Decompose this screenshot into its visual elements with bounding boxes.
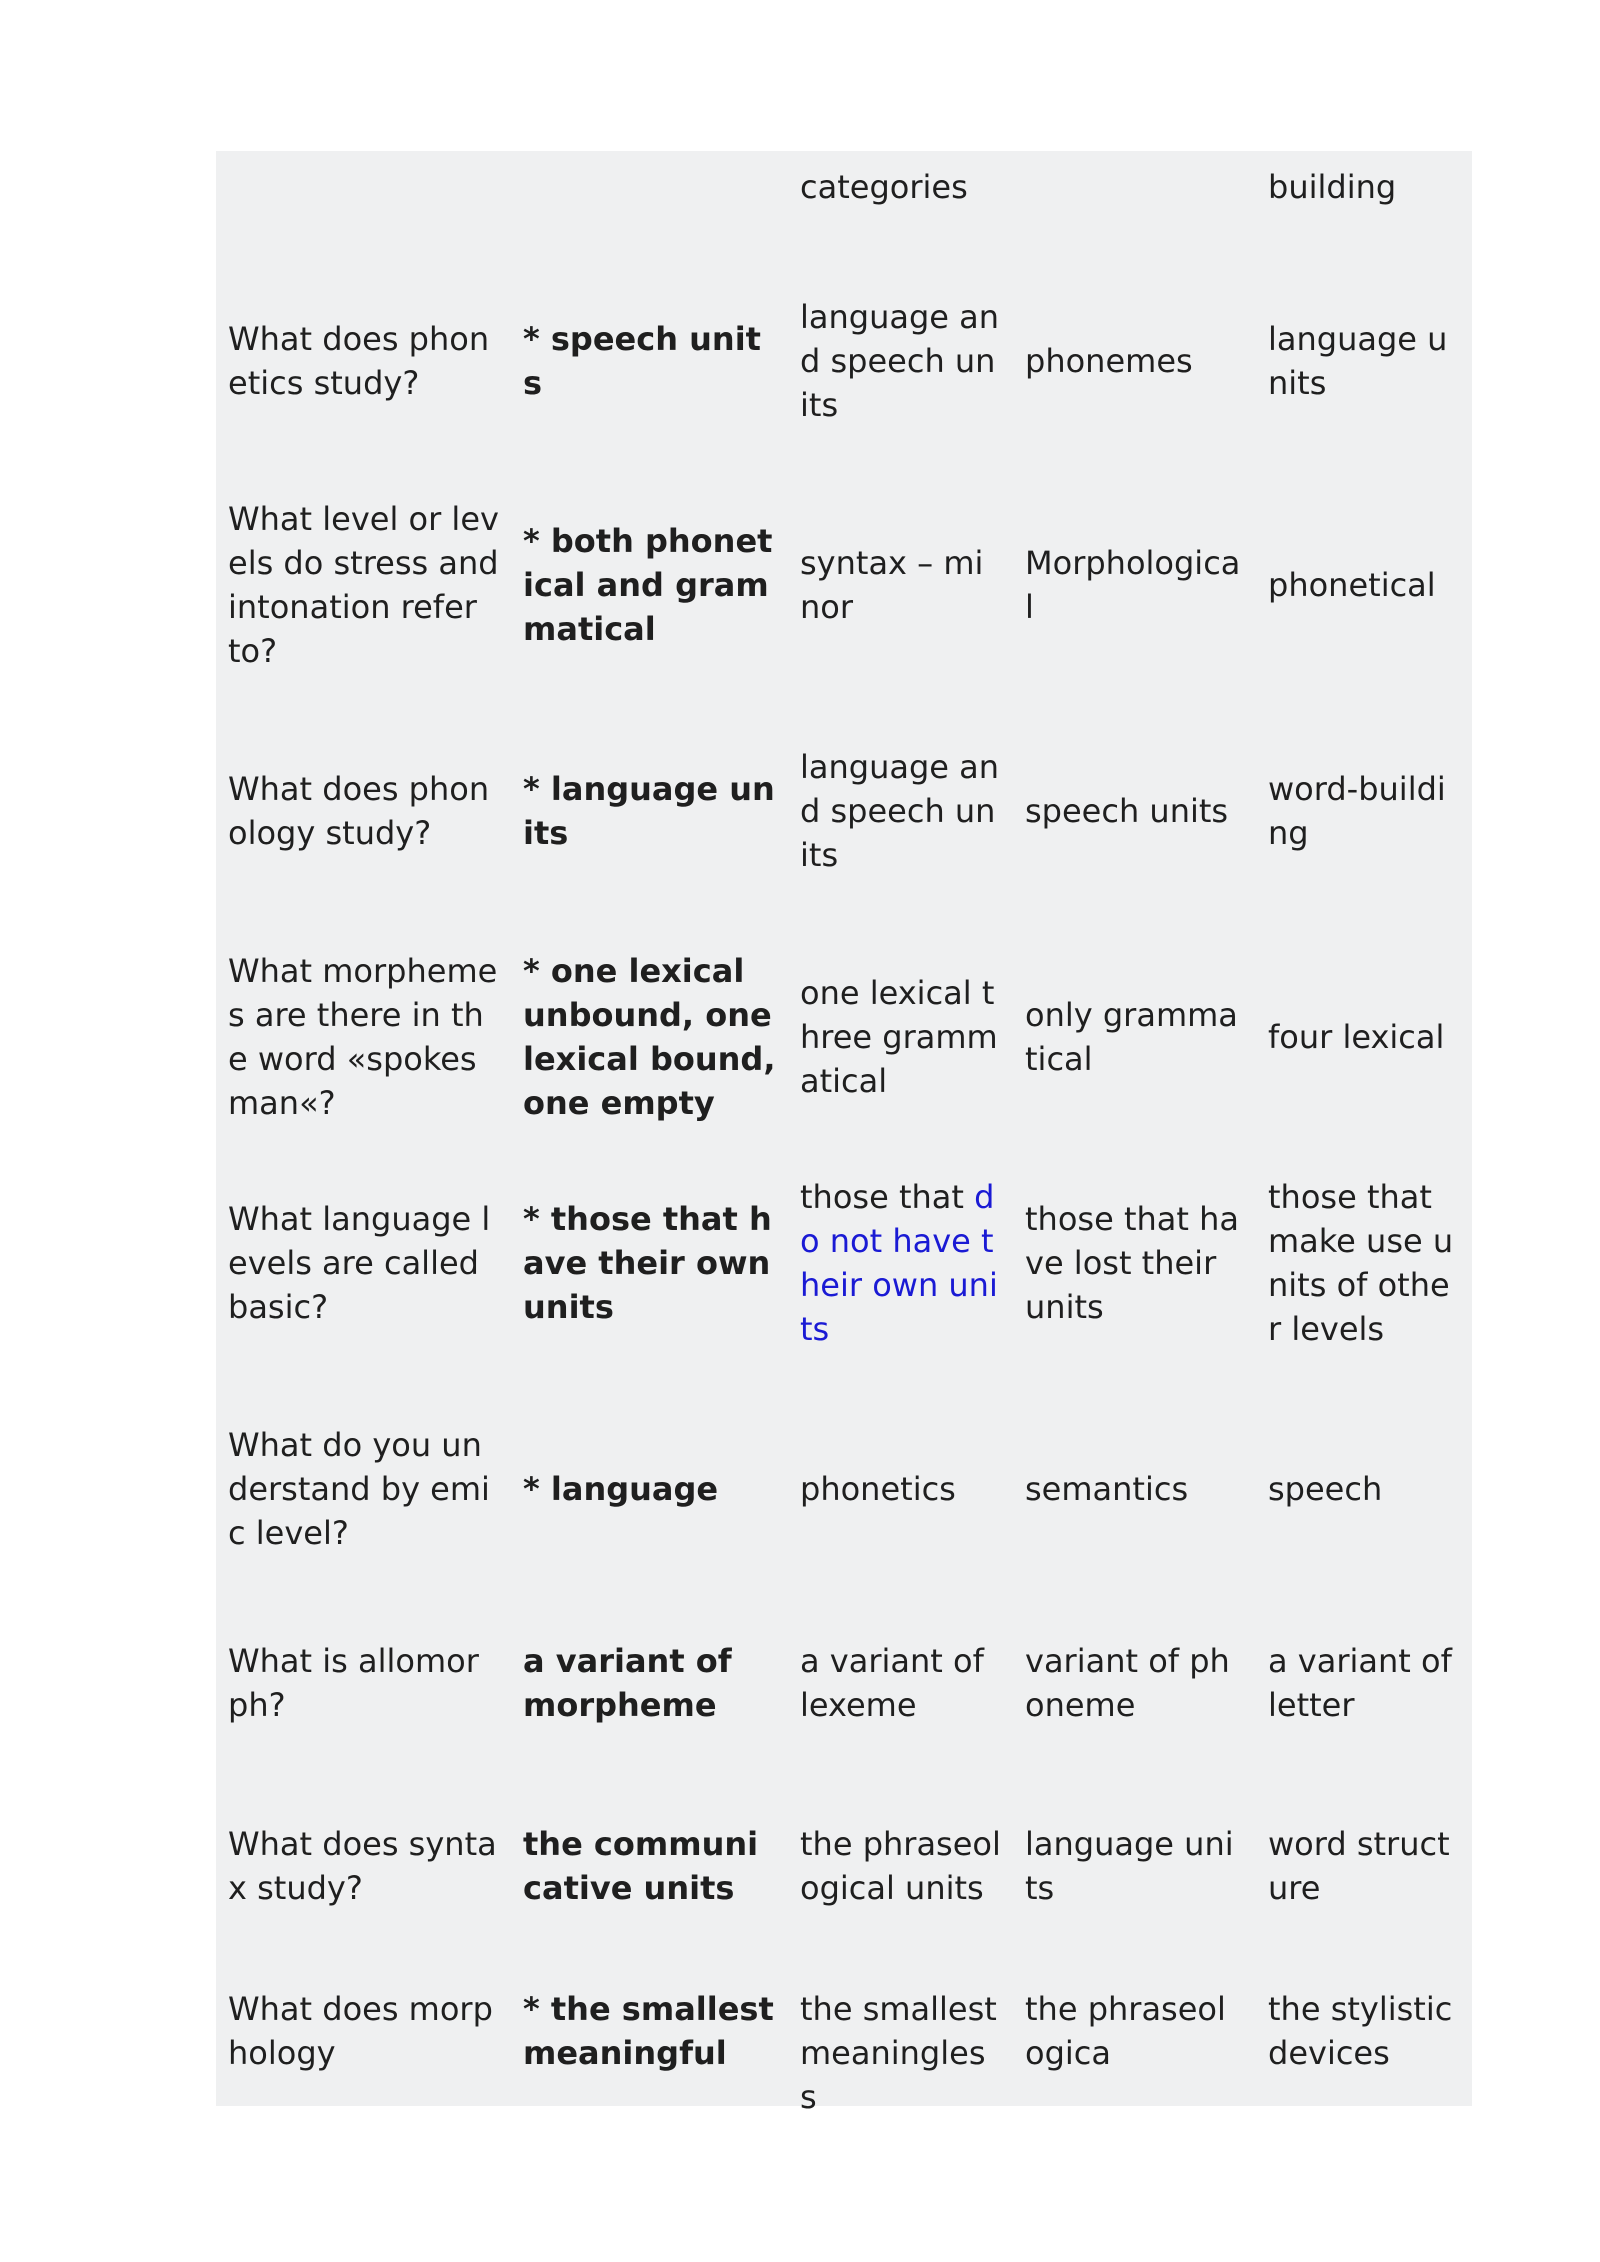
cell-option-3: four lexical bbox=[1268, 1017, 1445, 1056]
table-row bbox=[216, 923, 1472, 1150]
cell-option-3: phonetical bbox=[1268, 566, 1436, 604]
cell-question: What does morphology bbox=[228, 1990, 493, 2072]
cell-option-1: language and speech units bbox=[800, 297, 1000, 424]
quiz-table bbox=[216, 151, 1472, 2140]
cell-answer: * those that have their own units bbox=[523, 1200, 772, 1326]
cell-option-2: those that have lost their units bbox=[1025, 1200, 1239, 1326]
cell-option-2: semantics bbox=[1025, 1469, 1189, 1508]
cell-answer: * the smallest meaningful bbox=[523, 1990, 774, 2072]
cell-option-2: variant of phoneme bbox=[1025, 1641, 1230, 1724]
table-row bbox=[216, 472, 1472, 698]
cell-option-3: building bbox=[1268, 168, 1397, 206]
cell-option-3: the stylistic devices bbox=[1268, 1990, 1453, 2072]
cell-question: What does syntax study? bbox=[228, 1824, 497, 1907]
table-row bbox=[216, 1376, 1472, 1601]
cell-option-2: the phraseologica bbox=[1025, 1990, 1226, 2072]
cell-option-1: the phraseological units bbox=[800, 1824, 1001, 1907]
cell-option-2: Morphological bbox=[1025, 544, 1241, 626]
cell-option-1: syntax – minor bbox=[800, 544, 984, 626]
cell-option-1: categories bbox=[800, 168, 968, 206]
cell-question: What level or levels do stress and intonation refer to? bbox=[228, 500, 499, 670]
cell-option-1: phonetics bbox=[800, 1469, 956, 1508]
cell-answer: * one lexical unbound, one lexical bound, one empty bbox=[523, 951, 776, 1122]
table-row bbox=[216, 1967, 1472, 2140]
cell-option-3: those that make use units of other levels bbox=[1268, 1178, 1454, 1348]
cell-answer: a variant of morpheme bbox=[523, 1641, 732, 1724]
cell-question bbox=[216, 151, 511, 249]
cell-question: What is allomorph? bbox=[228, 1641, 479, 1724]
cell-option-1: the smallest meaningless bbox=[800, 1990, 997, 2116]
cell-question: What does phonetics study? bbox=[228, 319, 490, 402]
cell-option-1: a variant of lexeme bbox=[800, 1641, 984, 1724]
cell-question: What morphemes are there in the word «spokesman«? bbox=[228, 951, 498, 1122]
table-row bbox=[216, 1764, 1472, 1967]
cell-answer: * language units bbox=[523, 769, 775, 852]
cell-option-1: language and speech units bbox=[800, 747, 1000, 874]
cell-answer: * language bbox=[523, 1469, 719, 1508]
cell-option-3: a variant of letter bbox=[1268, 1641, 1452, 1724]
table-row bbox=[216, 1150, 1472, 1376]
cell-question: What do you understand by emic level? bbox=[228, 1425, 490, 1552]
cell-answer bbox=[511, 151, 788, 249]
cell-question: What does phonology study? bbox=[228, 769, 490, 852]
option-prefix: those that bbox=[800, 1178, 964, 1216]
table-row bbox=[216, 1601, 1472, 1764]
cell-option-2 bbox=[1013, 151, 1256, 249]
table-row-continuation bbox=[216, 151, 1472, 249]
cell-answer: the communicative units bbox=[523, 1824, 759, 1907]
cell-option-2: speech units bbox=[1025, 791, 1229, 830]
cell-option-2: only grammatical bbox=[1025, 995, 1238, 1078]
table-row bbox=[216, 249, 1472, 472]
option-link[interactable]: do not have their own units bbox=[800, 1178, 998, 1348]
cell-option-2: language units bbox=[1025, 1824, 1234, 1907]
cell-answer: * speech units bbox=[523, 319, 761, 402]
table-row bbox=[216, 698, 1472, 923]
cell-option-1: one lexical three grammatical bbox=[800, 973, 998, 1100]
cell-option-3: word-building bbox=[1268, 769, 1446, 852]
cell-option-2: phonemes bbox=[1025, 341, 1193, 380]
cell-option-3: word structure bbox=[1268, 1824, 1450, 1907]
cell-answer: * both phonetical and grammatical bbox=[523, 522, 773, 648]
cell-option-3: language units bbox=[1268, 319, 1448, 402]
cell-option-1 bbox=[788, 1150, 1013, 1376]
quiz-table-container bbox=[216, 151, 1472, 2116]
cell-question: What language levels are called basic? bbox=[228, 1200, 491, 1326]
cell-option-3: speech bbox=[1268, 1469, 1383, 1508]
